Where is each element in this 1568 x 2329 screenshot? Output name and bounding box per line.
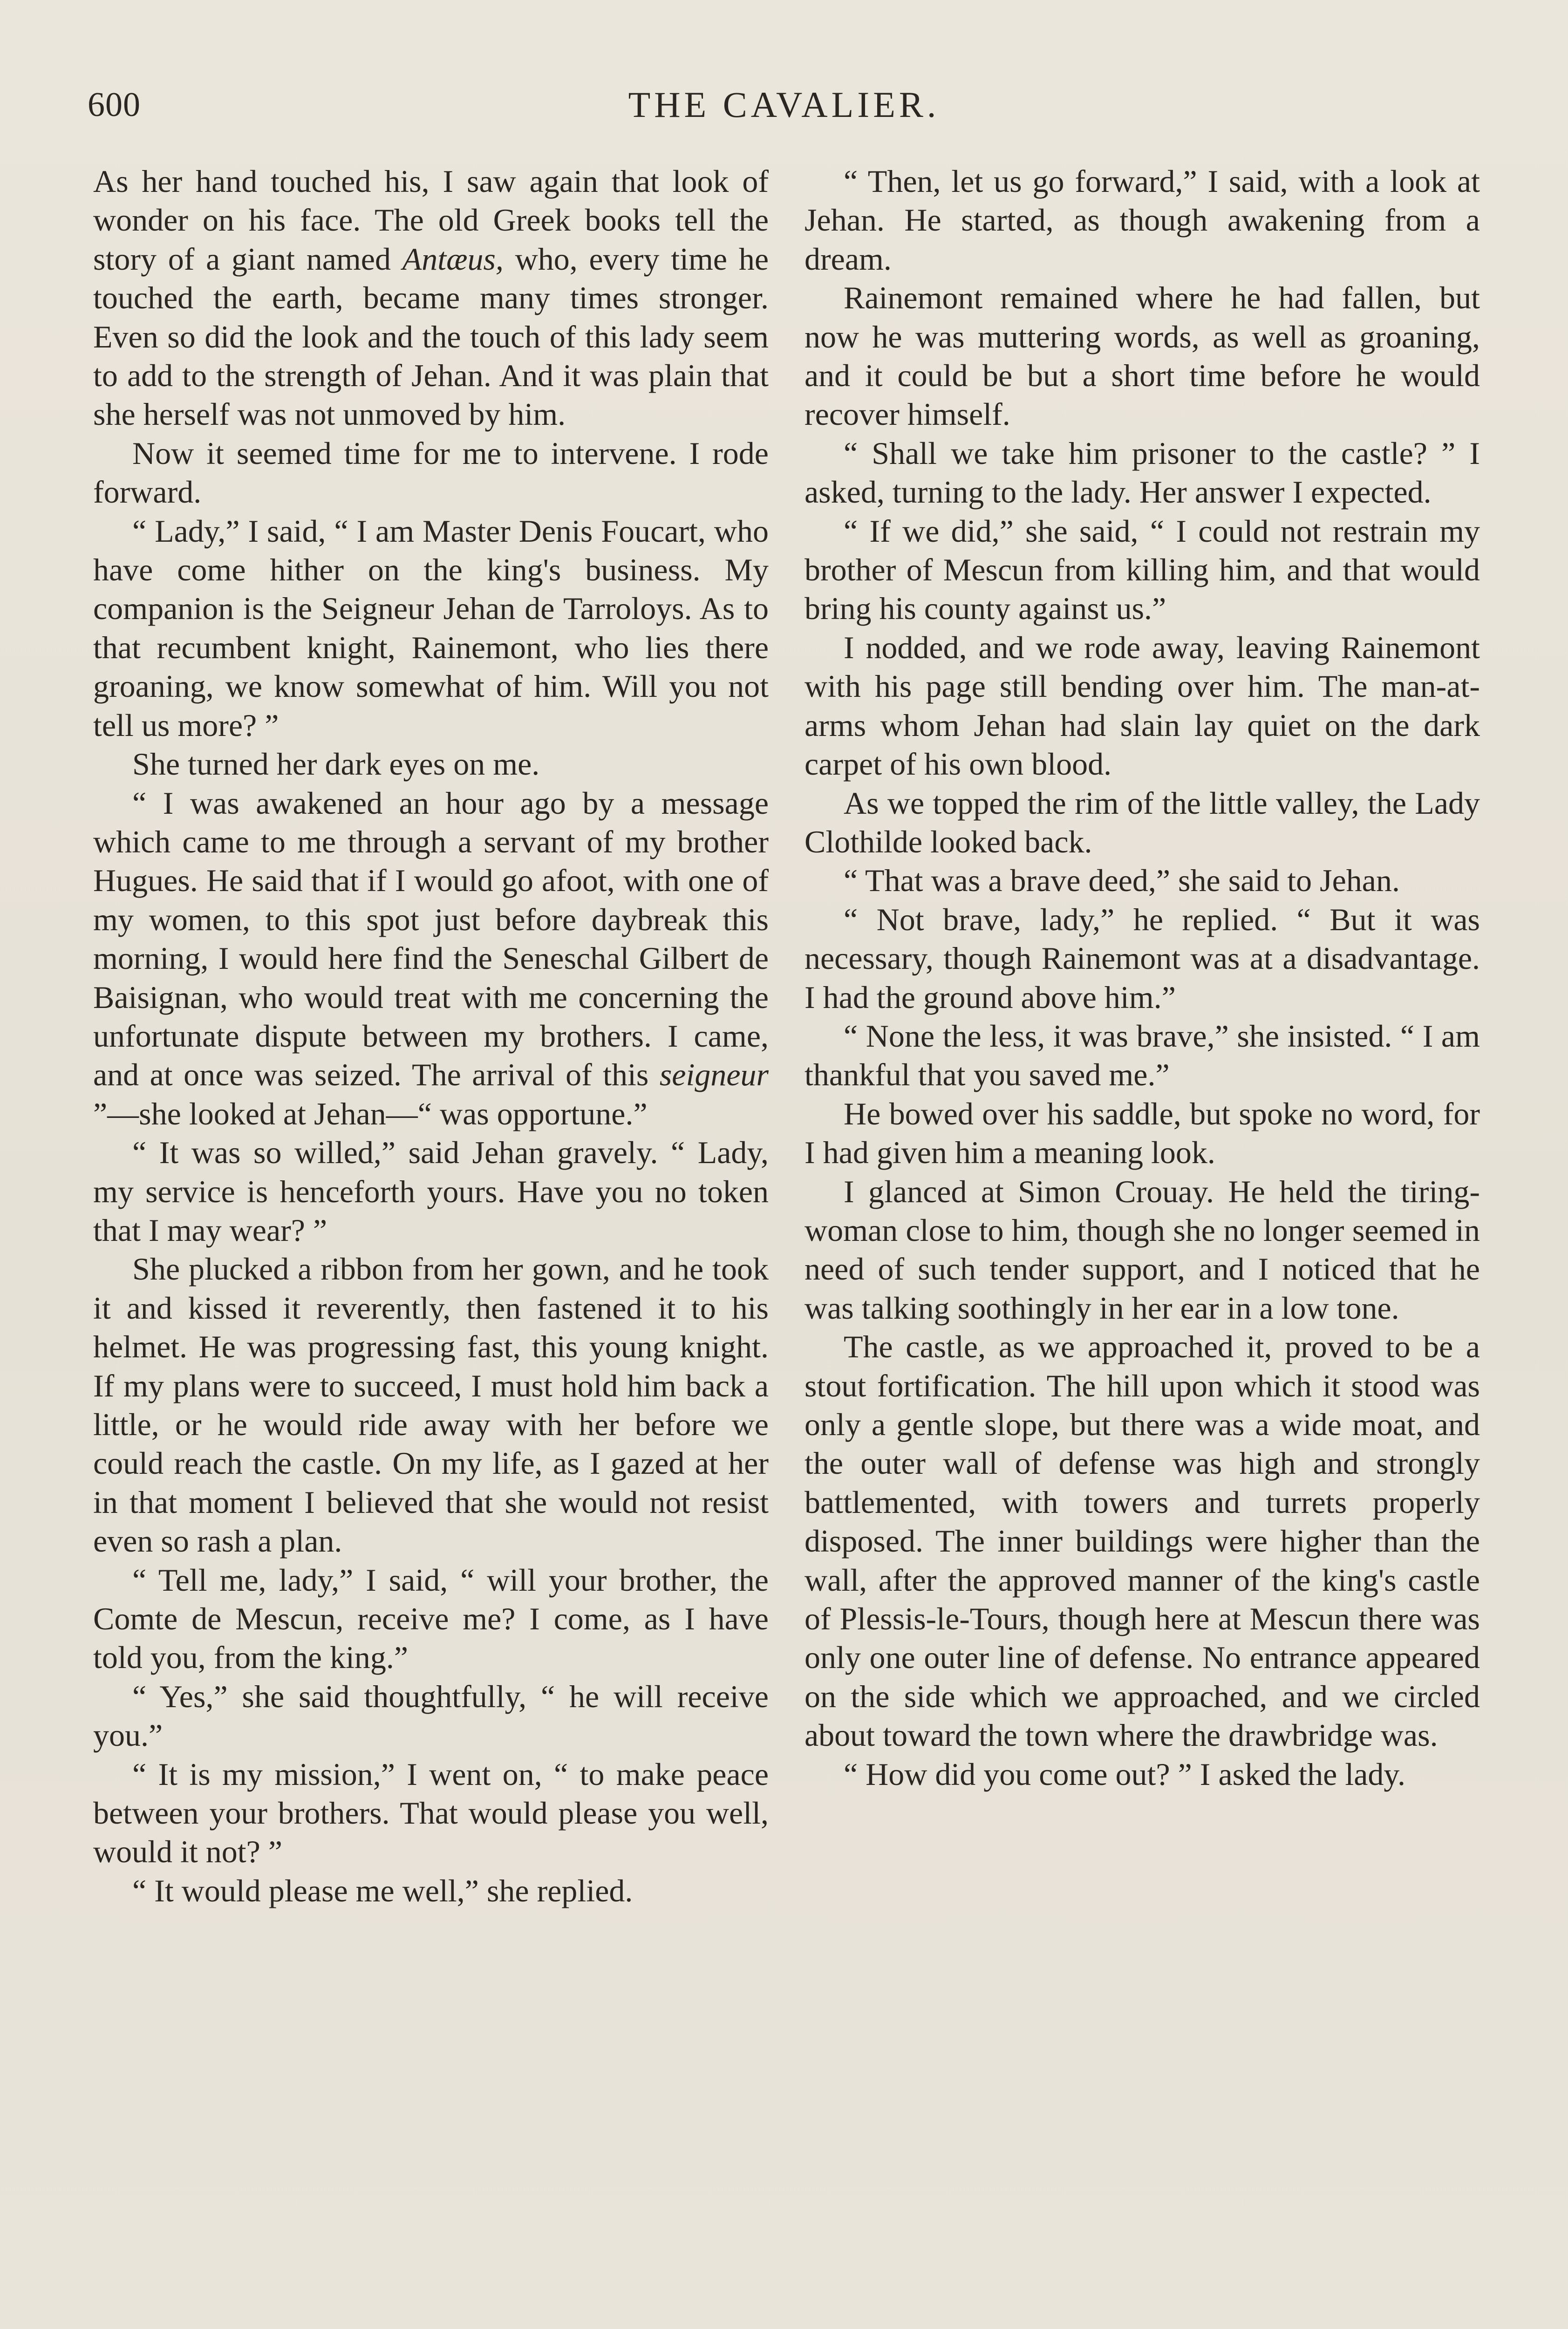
paragraph: “ It would please me well,” she replied. [132,1873,633,1908]
paragraph: “ Then, let us go forward,” I said, with a look at Jehan. He started, as though awakening from a dream. [804,163,1480,277]
paragraph: “ It was so willed,” said Jehan gravely. “ Lady, my service is henceforth yours. Have you no token that I may wear? ” [93,1135,769,1248]
italic-word: seigneur [659,1057,769,1093]
running-title: THE CAVALIER. [628,84,940,125]
page-header [88,75,1480,135]
paragraph: She turned her dark eyes on me. [132,746,540,782]
paragraph: “ If we did,” she said, “ I could not restrain my brother of Mescun from killing him, and that would bring his county against us.” [804,513,1480,627]
paragraph [93,784,769,1134]
paragraph: “ None the less, it was brave,” she insisted. “ I am thankful that you saved me.” [804,1018,1480,1093]
italic-name: Antæus, [402,241,504,277]
paragraph: “ Lady,” I said, “ I am Master Denis Foucart, who have come hither on the king's business. My companion is the Seigneur Jehan de Tarroloys. As to that recumbent knight, Rainemont, who lies there groaning, we know somewhat of him. Will you not tell us more? ” [93,513,769,743]
left-column [93,162,769,1910]
paragraph: “ Shall we take him prisoner to the castle? ” I asked, turning to the lady. Her answer I expected. [804,435,1480,510]
right-column [804,162,1480,1794]
paragraph: “ Not brave, lady,” he replied. “ But it was necessary, though Rainemont was at a disadvantage. I had the ground above him.” [804,901,1480,1015]
paragraph: “ That was a brave deed,” she said to Jehan. [844,863,1400,899]
paragraph [93,162,769,434]
paragraph: Rainemont remained where he had fallen, but now he was muttering words, as well as groaning, and it could be but a short time before he would recover himself. [804,280,1480,432]
paragraph: Now it seemed time for me to intervene. I rode forward. [93,435,769,510]
page-number: 600 [88,86,141,124]
paragraph: “ It is my mission,” I went on, “ to make peace between your brothers. That would please you well, would it not? ” [93,1756,769,1870]
paragraph-text: who, every time he touched the earth, became many times stronger. Even so did the look and the touch of this lady seem to add to the strength of Jehan. And it was plain that she herself was not unmoved by him. [93,241,769,432]
paragraph-text: As her hand touched his, I saw again that look of wonder on his face. The old Greek books tell the story of a giant named [93,163,769,277]
paragraph: “ Tell me, lady,” I said, “ will your brother, the Comte de Mescun, receive me? I come, as I have told you, from the king.” [93,1562,769,1675]
paragraph: As we topped the rim of the little valley, the Lady Clothilde looked back. [804,785,1480,859]
paragraph: “ Yes,” she said thoughtfully, “ he will receive you.” [93,1678,769,1753]
paragraph: He bowed over his saddle, but spoke no word, for I had given him a meaning look. [804,1096,1480,1171]
paragraph-text: “ I was awakened an hour ago by a message which came to me through a servant of my brother Hugues. He said that if I would go afoot, with one of my women, to this spot just before daybreak this morning, I would here find the Seneschal Gilbert de Baisignan, who would treat with me concerning the unfortunate dispute between my brothers. I came, and at once was seized. The arrival of this [93,785,769,1093]
paragraph: She plucked a ribbon from her gown, and he took it and kissed it reverently, then fastened it to his helmet. He was progressing fast, this young knight. If my plans were to succeed, I must hold him back a little, or he would ride away with her before we could reach the castle. On my life, as I gazed at her in that moment I believed that she would not resist even so rash a plan. [93,1251,769,1559]
paragraph: “ How did you come out? ” I asked the lady. [844,1756,1406,1792]
paragraph: The castle, as we approached it, proved to be a stout fortification. The hill upon which it stood was only a gentle slope, but there was a wide moat, and the outer wall of defense was high and strongly battlemented, with towers and turrets properly disposed. The inner buildings were higher than the wall, after the approved manner of the king's castle of Plessis-le-Tours, though here at Mescun there was only one outer line of defense. No entrance appeared on the side which we approached, and we circled about toward the town where the drawbridge was. [804,1329,1480,1753]
paragraph-text: ”—she looked at Jehan—“ was opportune.” [93,1096,648,1131]
paragraph: I glanced at Simon Crouay. He held the tiring-woman close to him, though she no longer seemed in need of such tender support, and I noticed that he was talking soothingly in her ear in a low tone. [804,1173,1480,1326]
paragraph: I nodded, and we rode away, leaving Rainemont with his page still bending over him. The man-at-arms whom Jehan had slain lay quiet on the dark carpet of his own blood. [804,629,1480,782]
